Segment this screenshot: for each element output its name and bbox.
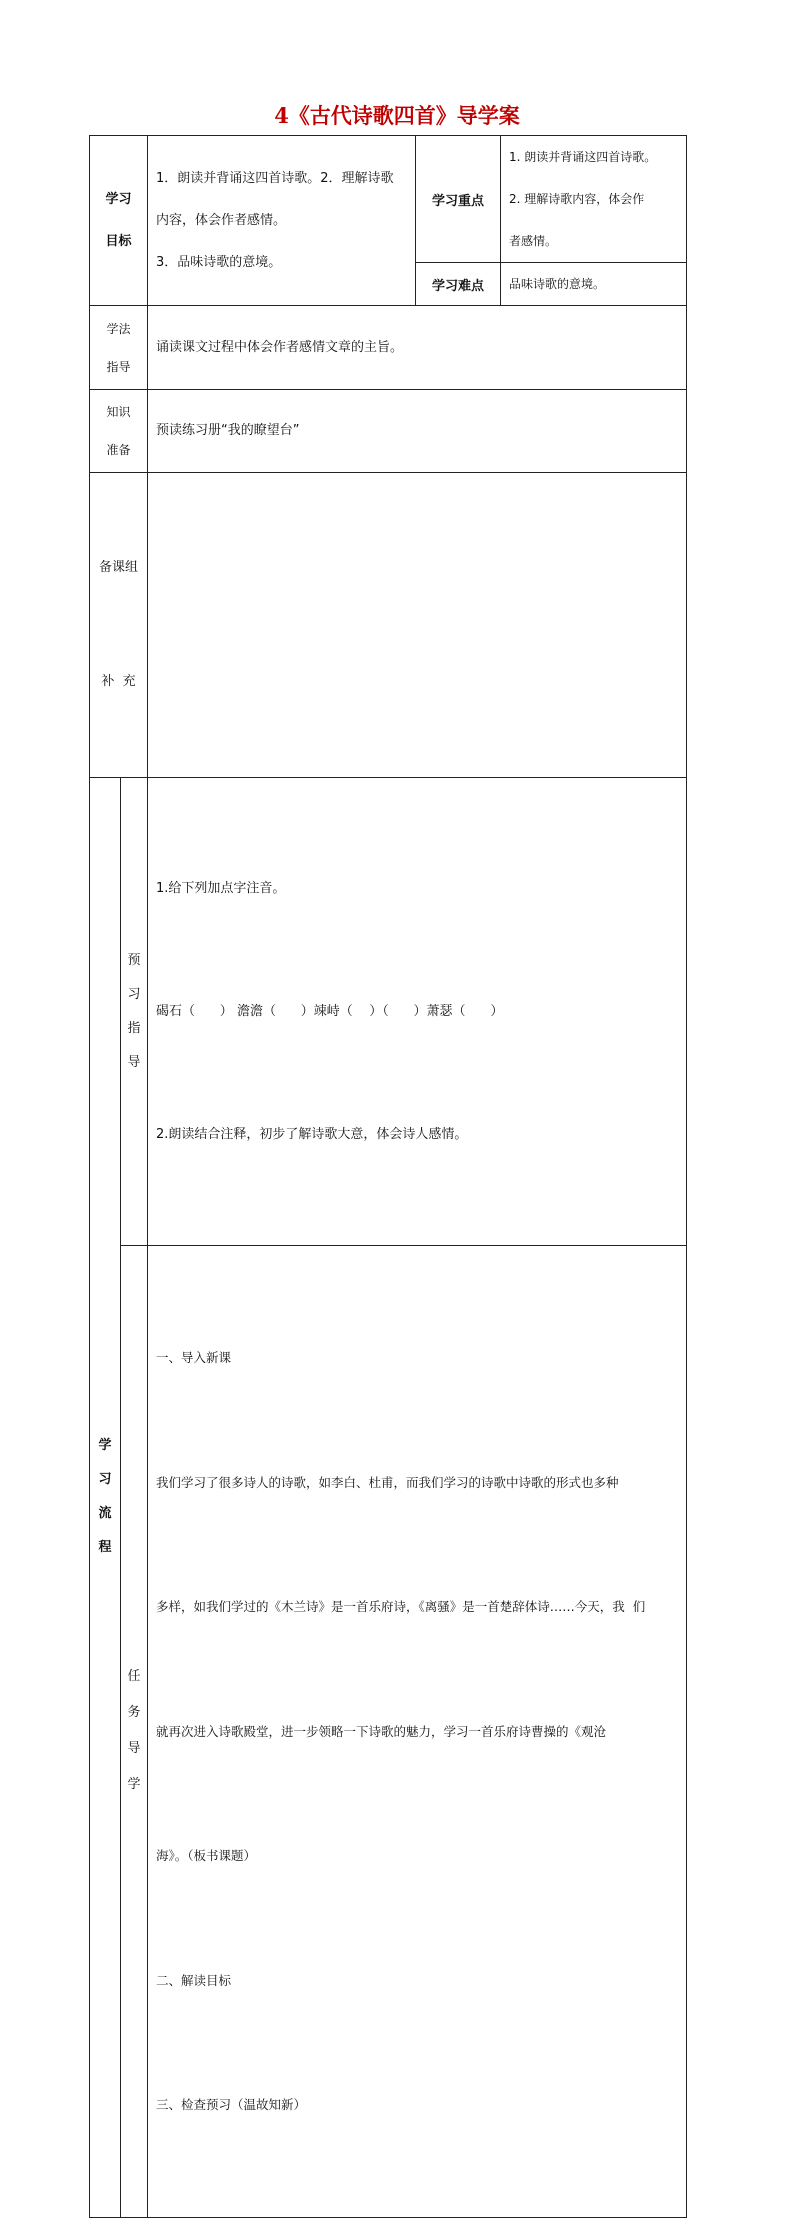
supplement-content	[148, 473, 687, 778]
knowledge-content: 预读练习册“我的瞭望台”	[148, 390, 687, 473]
page-title: 4《古代诗歌四首》导学案	[274, 103, 520, 128]
method-content: 诵读课文过程中体会作者感情文章的主旨。	[148, 306, 687, 390]
goals-content: 1．朗读并背诵这四首诗歌。2．理解诗歌 内容，体会作者感情。 3．品味诗歌的意境。	[148, 136, 416, 306]
difficulty-label: 学习难点	[416, 263, 501, 306]
task-label: 任 务 导 学	[121, 1246, 148, 2218]
method-label: 学法 指导	[90, 306, 148, 390]
supplement-label: 备课组 补 充	[90, 473, 148, 778]
key-points-label: 学习重点	[416, 136, 501, 263]
goals-label: 学习 目标	[90, 136, 148, 306]
difficulty-content: 品味诗歌的意境。	[501, 263, 687, 306]
knowledge-label: 知识 准备	[90, 390, 148, 473]
preview-label: 预 习 指 导	[121, 778, 148, 1246]
flow-label: 学 习 流 程	[90, 778, 121, 2218]
task-content: 一、导入新课 我们学习了很多诗人的诗歌，如李白、杜甫，而我们学习的诗歌中诗歌的形式也多种 多样，如我们学过的《木兰诗》是一首乐府诗，《离骚》是一首楚辞体诗……今天，我 们 就再次进入诗歌殿堂，进一步领略一下诗歌的魅力，学习一首乐府诗曹操的《观沧 海》。（板书课题） 二、解读目标 三、检查预习（温故知新）	[148, 1246, 687, 2218]
study-guide-table	[89, 135, 687, 2218]
key-points-content: 1. 朗读并背诵这四首诗歌。 2. 理解诗歌内容，体会作 者感情。	[501, 136, 687, 263]
preview-content: 1.给下列加点字注音。 碣石（ ） 澹澹（ ）竦峙（ ）（ ）萧瑟（ ） 2.朗读结合注释，初步了解诗歌大意，体会诗人感情。	[148, 778, 687, 1246]
